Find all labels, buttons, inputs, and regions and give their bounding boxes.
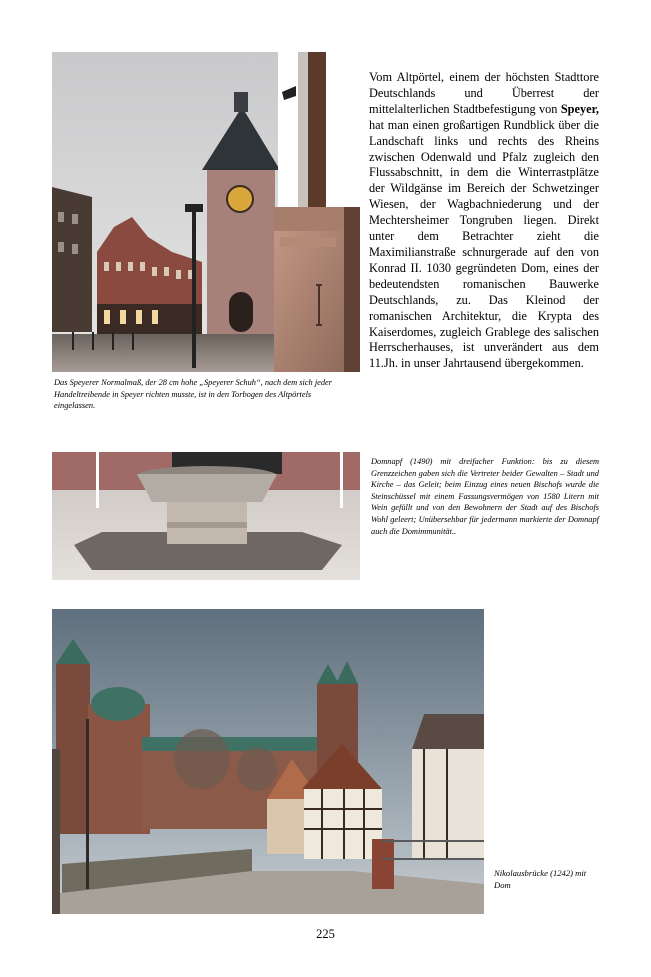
body-text-bold-speyer: Speyer, [560, 101, 599, 116]
nikolausbruecke-dom-photo [52, 609, 484, 914]
altpoertel-photo [52, 52, 278, 372]
altpoertel-caption: Das Speyerer Normalmaß, der 28 cm hohe „Speyerer Schuh“, nach dem sich jeder Handeltreibende in Speyer richten musste, ist in den Torbogen des Altpörtels eingelassen. [54, 378, 333, 411]
page-number: 225 [316, 927, 335, 941]
domnapf-photo [52, 452, 360, 580]
body-text-rest: hat man einen großartigen Rundblick über die Landschaft links und rechts des Rheins zwischen Odenwald und Pfalz zugleich den Flussabschnitt, in dem die Winterrastplätze der Wildgänse im Bereich der Schwetzinger Wiesen, der Wagbachniederung und der Mechtersheimer Tongruben liegen. Direkt unter dem Betrachter zieht die Maximilianstraße schnurgerade auf den von Konrad II. 1030 gegründeten Dom, eines der bedeutendsten romanischen Bauwerke Deutschlands, zu. Das Kleinod der romanischen Architektur, die Krypta des Kaiserdomes, zugleich Grablege des salischen Herrscherhauses, ist unverändert aus dem 11.Jh. in unser Jahrtausend übergekommen. [369, 117, 599, 371]
body-text-intro: Vom Altpörtel, einem der höchsten Stadttore Deutschlands und Überrest der mittelalterlichen Stadtbefestigung von [369, 70, 599, 116]
domnapf-caption: Domnapf (1490) mit dreifacher Funktion: bis zu diesem Grenzzeichen gaben sich die Vertreter beider Gewalten – Stadt und Kirche – das Geleit; beim Einzug eines neuen Bischofs wurde die Steinschüssel mit einem Fassungsvermögen von 1580 Litern mit Wein gefüllt und von den Bewohnern der Stadt auf des Bischofs Wohl geleert; Unübersehbar für jedermann markierte der Domnapf auch die Domimmunität.. [371, 457, 599, 536]
nikolausbruecke-caption: Nikolausbrücke (1242) mit Dom [494, 868, 587, 890]
speyerer-schuh-inset-photo [274, 207, 360, 372]
main-body-text [369, 70, 599, 372]
wall-edge-photo [278, 52, 326, 208]
